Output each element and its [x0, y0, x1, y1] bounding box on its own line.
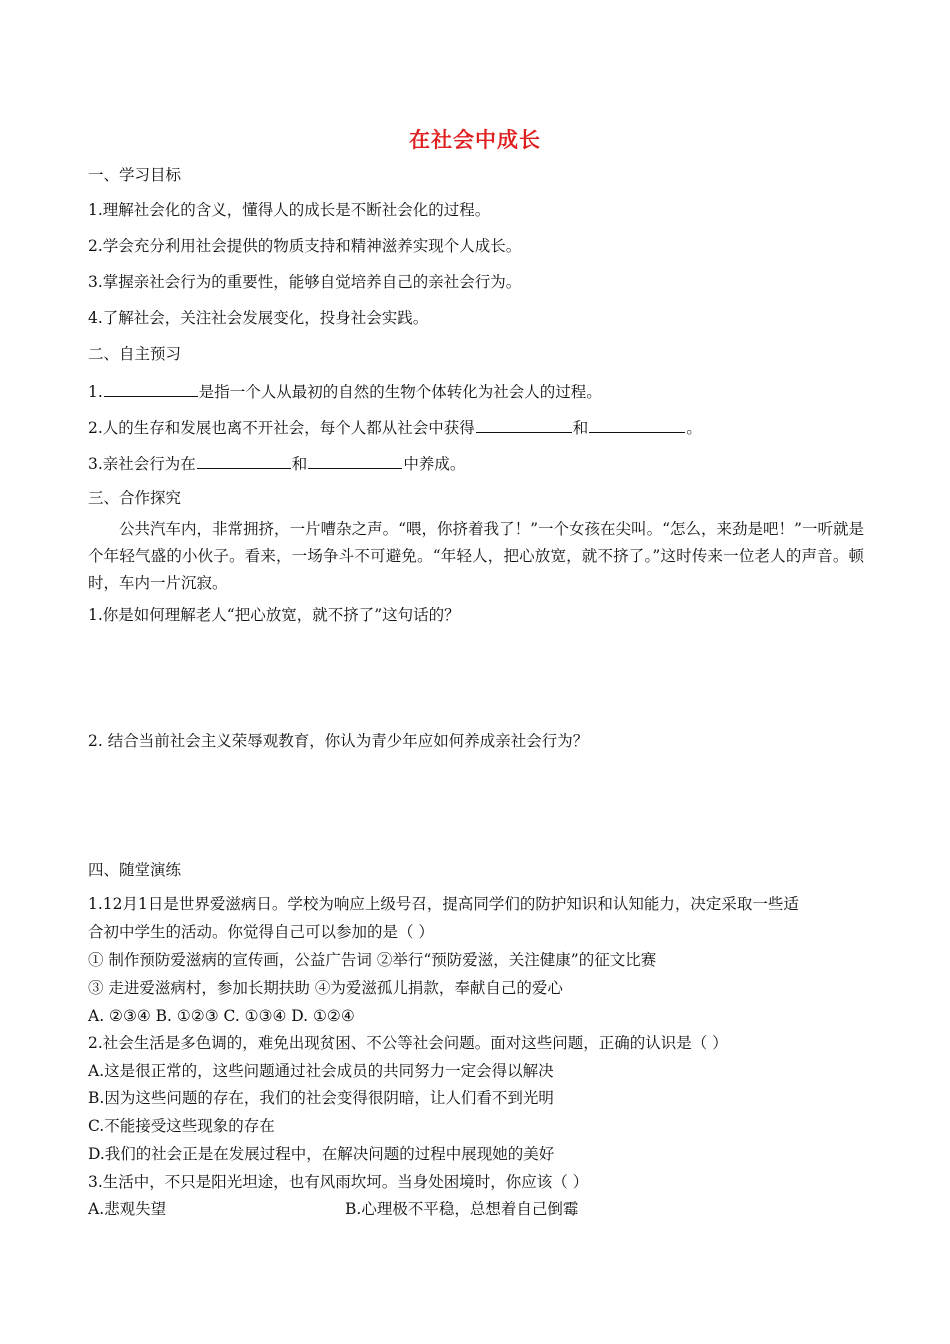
section-heading-explore: 三、合作探究: [88, 489, 182, 507]
question-text: 1.: [88, 383, 103, 401]
practice-q2-option-c: C.不能接受这些现象的存在: [88, 1117, 275, 1135]
preview-question-1: [88, 380, 602, 402]
question-text: 。: [686, 419, 702, 437]
practice-q1-options: ① 制作预防爱滋病的宣传画，公益广告词 ②举行“预防爱滋，关注健康”的征文比赛: [88, 951, 657, 969]
question-text: 3.亲社会行为在: [88, 455, 196, 473]
practice-q2-option-d: D.我们的社会正是在发展过程中，在解决问题的过程中展现她的美好: [88, 1145, 555, 1163]
answer-blank: [197, 452, 291, 469]
explore-question-1: 1.你是如何理解老人“把心放宽，就不挤了”这句话的？: [88, 606, 460, 624]
section-heading-preview: 二、自主预习: [88, 345, 182, 363]
question-text: 和: [572, 419, 589, 437]
goal-item: 3.掌握亲社会行为的重要性，能够自觉培养自己的亲社会行为。: [88, 273, 522, 291]
answer-blank: [308, 452, 402, 469]
question-text: 2.人的生存和发展也离不开社会，每个人都从社会中获得: [88, 419, 475, 437]
preview-question-2: [88, 416, 702, 438]
practice-q2-option-b: B.因为这些问题的存在，我们的社会变得很阴暗，让人们看不到光明: [88, 1089, 554, 1107]
practice-q3-option-b: B.心理极不平稳，总想着自己倒霉: [345, 1200, 579, 1218]
goal-item: 4.了解社会，关注社会发展变化，投身社会实践。: [88, 309, 429, 327]
section-heading-goals: 一、学习目标: [88, 166, 182, 184]
practice-q1-stem: 1.12月1日是世界爱滋病日。学校为响应上级号召，提高同学们的防护知识和认知能力，决定采取一些适: [88, 895, 799, 913]
answer-blank: [589, 416, 685, 433]
practice-q1-options: ③ 走进爱滋病村，参加长期扶助 ④为爱滋孤儿捐款，奉献自己的爱心: [88, 979, 563, 997]
practice-q2-stem: 2.社会生活是多色调的，难免出现贫困、不公等社会问题。面对这些问题，正确的认识是（ ）: [88, 1034, 728, 1052]
question-text: 是指一个人从最初的自然的生物个体转化为社会人的过程。: [198, 383, 602, 401]
document-title: 在社会中成长: [409, 128, 541, 152]
answer-blank: [476, 416, 572, 433]
question-text: 和: [291, 455, 308, 473]
goal-item: 2.学会充分利用社会提供的物质支持和精神滋养实现个人成长。: [88, 237, 522, 255]
question-text: 中养成。: [403, 455, 466, 473]
practice-q1-choices: A. ②③④ B. ①②③ C. ①③④ D. ①②④: [88, 1007, 355, 1025]
goal-item: 1.理解社会化的含义，懂得人的成长是不断社会化的过程。: [88, 201, 491, 219]
practice-q3-option-a: A.悲观失望: [88, 1200, 167, 1218]
answer-blank: [104, 380, 198, 397]
scenario-passage: 公共汽车内，非常拥挤，一片嘈杂之声。“喂，你挤着我了！”一个女孩在尖叫。“怎么，来劲是吧！”一听就是个年轻气盛的小伙子。看来，一场争斗不可避免。“年轻人，把心放宽，就不挤了。”这时传来一位老人的声音。顿时，车内一片沉寂。: [88, 520, 864, 592]
section-heading-practice: 四、随堂演练: [88, 861, 182, 879]
practice-q2-option-a: A.这是很正常的，这些问题通过社会成员的共同努力一定会得以解决: [88, 1062, 554, 1080]
practice-q3-stem: 3.生活中，不只是阳光坦途，也有风雨坎坷。当身处困境时，你应该（ ）: [88, 1173, 589, 1191]
explore-question-2: 2. 结合当前社会主义荣辱观教育，你认为青少年应如何养成亲社会行为？: [88, 732, 589, 750]
preview-question-3: [88, 452, 465, 474]
practice-q1-stem: 合初中学生的活动。你觉得自己可以参加的是（ ）: [88, 923, 434, 941]
